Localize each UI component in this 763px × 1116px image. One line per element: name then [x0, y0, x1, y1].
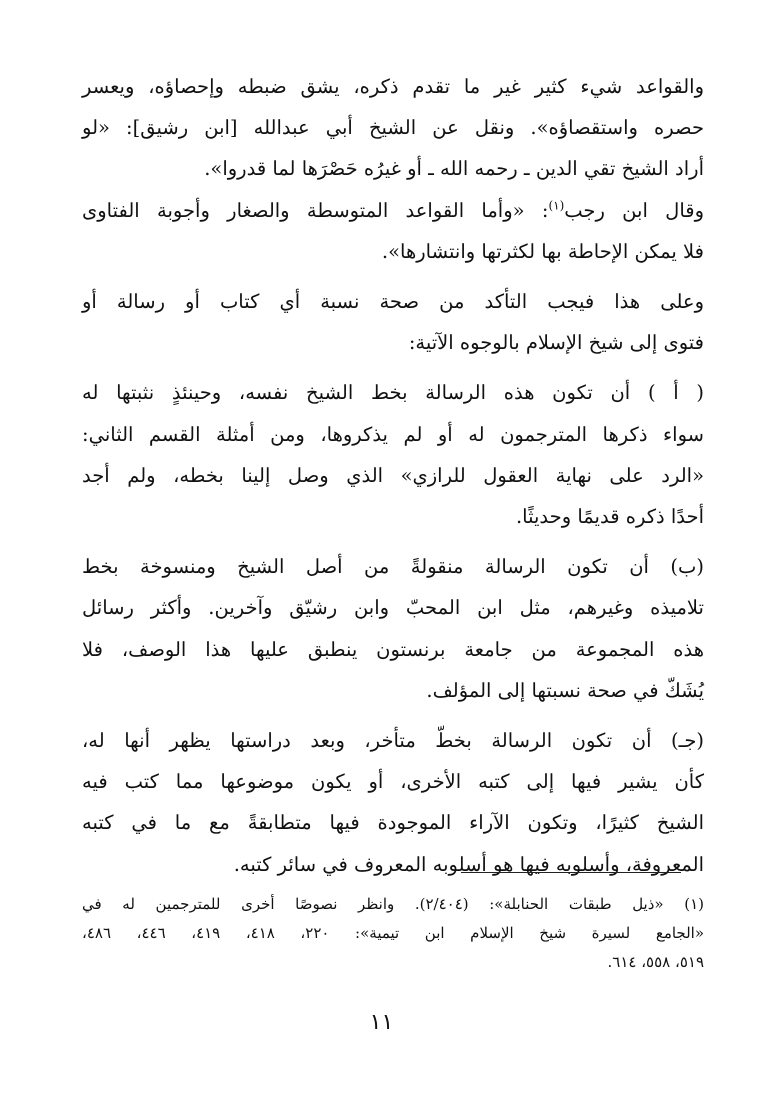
text-line: فتوى إلى شيخ الإسلام بالوجوه الآتية: — [408, 331, 704, 355]
text-line: الشيخ كثيرًا، وتكون الآراء الموجودة فيها متطابقةً مع ما في كتبه — [82, 811, 704, 835]
text-line: المعروفة، وأسلوبه فيها هو أسلوبه المعروف في سائر كتبه. — [233, 852, 704, 876]
text-line: يُشَكّ في صحة نسبتها إلى المؤلف. — [426, 678, 704, 702]
text-line: تلاميذه وغيرهم، مثل ابن المحبّ وابن رشيّق وآخرين. وأكثر رسائل — [82, 596, 704, 620]
text-line: «الرد على نهاية العقول للرازي» الذي وصل إلينا بخطه، ولم أجد — [82, 463, 705, 487]
text-line: فلا يمكن الإحاطة بها لكثرتها وانتشارها». — [381, 239, 704, 263]
footnote-divider — [461, 872, 681, 873]
footnote-line: (١) «ذيل طبقات الحنابلة»: (٢/٤٠٤). وانظر نصوصًا أخرى للمترجمين له في — [82, 895, 704, 913]
paragraph-4 — [82, 546, 704, 711]
text-line: أحدًا ذكره قديمًا وحديثًا. — [515, 505, 704, 529]
paragraph-5 — [82, 720, 704, 885]
paragraph-2 — [82, 281, 704, 363]
text-fragment: وقال ابن رجب — [564, 198, 704, 222]
text-line — [82, 190, 704, 231]
text-line: والقواعد شيء كثير غير ما تقدم ذكره، يشق ضبطه وإحصاؤه، ويعسر — [82, 75, 704, 98]
text-line: سواء ذكرها المترجمون له أو لم يذكروها، ومن أمثلة القسم الثاني: — [82, 422, 704, 446]
text-line: حصره واستقصاؤه». ونقل عن الشيخ أبي عبدالله [ابن رشيق]: «لو — [82, 116, 704, 140]
text-line: (ب) أن تكون الرسالة منقولةً من أصل الشيخ ومنسوخة بخط — [82, 555, 704, 579]
footnotes — [82, 890, 704, 977]
page-number: ١١ — [369, 1010, 394, 1035]
text-line: هذه المجموعة من جامعة برنستون ينطبق عليها هذا الوصف، فلا — [82, 637, 704, 661]
paragraph-3 — [82, 372, 704, 537]
text-line: وعلى هذا فيجب التأكد من صحة نسبة أي كتاب أو رسالة أو — [82, 290, 704, 314]
footnote-line: ٥١٩، ٥٥٨، ٦١٤. — [607, 953, 704, 971]
text-line: أراد الشيخ تقي الدين ـ رحمه الله ـ أو غيرُه حَصْرَها لما قدروا». — [204, 157, 704, 181]
text-fragment: : «وأما القواعد المتوسطة والصغار وأجوبة الفتاوى — [82, 198, 549, 222]
paragraph-1 — [82, 66, 704, 272]
text-line: ( أ ) أن تكون هذه الرسالة بخط الشيخ نفسه، وحينئذٍ نثبتها له — [82, 381, 704, 405]
main-text — [82, 66, 704, 885]
text-line: كأن يشير فيها إلى كتبه الأخرى، أو يكون موضوعها مما كتب فيه — [82, 770, 704, 794]
footnote-reference: (١) — [548, 198, 565, 213]
footnote-line: «الجامع لسيرة شيخ الإسلام ابن تيمية»: ٢٢٠، ٤١٨، ٤١٩، ٤٤٦، ٤٨٦، — [82, 924, 705, 942]
text-line: (جـ) أن تكون الرسالة بخطّ متأخر، وبعد دراستها يظهر أنها له، — [82, 729, 704, 753]
